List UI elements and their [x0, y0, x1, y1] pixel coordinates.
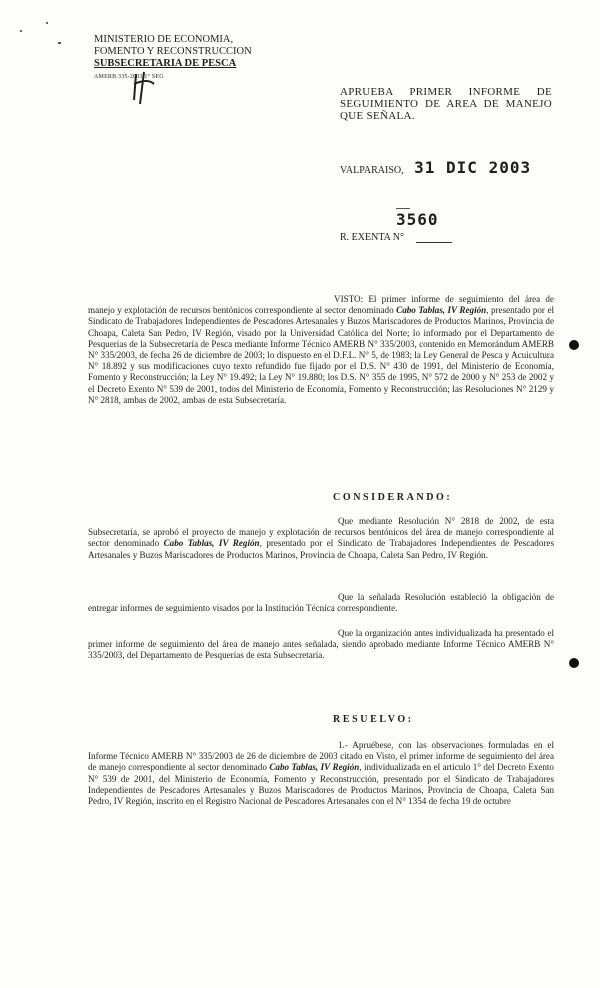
ministry-name-line1: MINISTERIO DE ECONOMIA,: [94, 34, 234, 45]
considerando-paragraph-3: [88, 628, 554, 662]
scan-speck: [58, 42, 61, 44]
subsecretaria-name: SUBSECRETARIA DE PESCA: [94, 58, 237, 69]
visto-rest: , presentado por el Sindicato de Trabajadores Independientes de Pescadores Artesanales y Buzos Mariscadores de Productos Marinos, Provincia de Choapa, Caleta San Pedro, IV Región, visado por la Universidad Católica del Norte; lo informado por el Departamento de Pesquerías de la Subsecretaría de Pesca mediante Informe Técnico AMERB N° 335/2003, contenido en Memorándum AMERB N° 335/2003, de fecha 26 de diciembre de 2003; lo dispuesto en el D.F.L. N° 5, de 1983; la Ley General de Pesca y Acuicultura N° 18.892 y sus modificaciones cuyo texto refundido fue fijado por el D.S. N° 430 de 1991, del Ministerio de Economía, Fomento y Reconstrucción; la Ley N° 19.492; la Ley N° 19.880; los D.S. N° 355 de 1995, N° 572 de 2000 y N° 253 de 2002 y el Decreto Exento N° 539 de 2001, todos del Ministerio de Economía, Fomento y Reconstrucción; las Resoluciones N° 2129 y N° 2818, ambas de 2002, ambas de esta Subsecretaría.: [88, 305, 555, 405]
resuelvo-1-sector: Cabo Tablas, IV Región: [269, 762, 360, 773]
punch-hole: [569, 340, 579, 350]
document-title: APRUEBA PRIMER INFORME DE SEGUIMIENTO DE AREA DE MANEJO QUE SEÑALA.: [340, 86, 552, 122]
considerando-1-sector: Cabo Tablas, IV Región: [163, 538, 260, 549]
initials-signature: [128, 70, 168, 110]
resuelvo-1-rest: , individualizada en el artículo 1° del Decreto Exento N° 539 de 2001, del Ministerio de Economía, Fomento y Reconstrucción, presentado por el Sindicato de Trabajadores Independientes de Pescadores Artesanales y Buzos Mariscadores de Productos Marinos, Provincia de Choapa, Caleta San Pedro, IV Región, inscrito en el Registro Nacional de Pescadores Artesanales con el N° 1354 de fecha 19 de octubre: [88, 762, 554, 807]
resolution-label: R. EXENTA N°: [340, 232, 405, 243]
considerando-2-text: Que la señalada Resolución estableció la obligación de entregar informes de seguimiento visados por la Institución Técnica correspondiente.: [88, 592, 554, 614]
resuelvo-paragraph-1: [88, 740, 554, 807]
resolution-underline: [416, 242, 452, 243]
resuelvo-heading: RESUELVO:: [333, 714, 414, 725]
considerando-heading: CONSIDERANDO:: [333, 492, 453, 503]
visto-paragraph: [88, 294, 554, 406]
punch-hole: [569, 658, 579, 668]
considerando-1-rest: , presentado por el Sindicato de Trabajadores Independientes de Pescadores Artesanales y Buzos Mariscadores de Productos Marinos, Provincia de Choapa, Caleta San Pedro, IV Región.: [88, 538, 554, 560]
considerando-1-lead: Que mediante Resolución N° 2818 de 2002, de esta Subsecretaría, se aprobó el proyecto de manejo y explotación de recursos bentónicos del área de manejo correspondiente al sector denominado: [88, 516, 554, 549]
date-stamp: 31 DIC 2003: [414, 158, 532, 177]
scan-speck: [20, 30, 22, 32]
resolution-number: 3560: [396, 210, 439, 229]
ministry-name-line2: FOMENTO Y RECONSTRUCCION: [94, 46, 252, 57]
ministry-header: [94, 34, 264, 82]
considerando-paragraph-2: [88, 592, 554, 614]
visto-lead: VISTO: El primer informe de seguimiento del área de manejo y explotación de recursos bentónicos correspondiente al sector denominado: [88, 294, 554, 316]
considerando-paragraph-1: [88, 516, 554, 561]
place-date-line: [340, 158, 531, 177]
file-reference: AMERB 335-2003 1° SEG: [94, 74, 164, 80]
scan-speck: [46, 22, 48, 24]
considerando-3-text: Que la organización antes individualizada ha presentado el primer informe de seguimiento del área de manejo antes señalada, siendo aprobado mediante Informe Técnico AMERB N° 335/2003, del Departamento de Pesquerías de esta Subsecretaría.: [88, 628, 554, 661]
place-name: VALPARAISO,: [340, 165, 404, 176]
visto-sector: Cabo Tablas, IV Región: [396, 305, 487, 316]
stamp-mark: [396, 208, 410, 209]
resuelvo-1-lead: 1.- Apruébese, con las observaciones formuladas en el Informe Técnico AMERB N° 335/2003 de 26 de diciembre de 2003 citado en Visto, el primer informe de seguimiento del área de manejo correspondiente al sector denominado: [88, 740, 554, 773]
